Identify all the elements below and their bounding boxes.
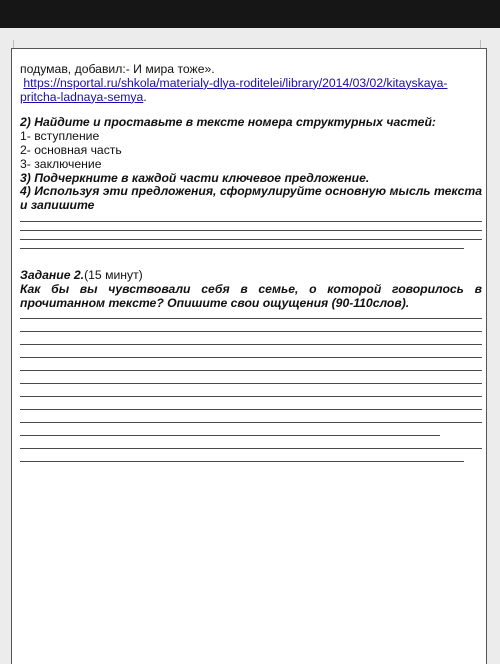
source-link-part1[interactable]: https://nsportal.ru/shkola/materialy-dlya-roditelei/library/2014/03/02/kitayskaya-	[23, 75, 448, 90]
answer-lines-2	[20, 310, 482, 462]
part-item-3: 3- заключение	[20, 156, 102, 171]
page-content	[20, 63, 482, 462]
task-2-question: Как бы вы чувствовали себя в семье, о которой говорилось в прочитанном тексте? Опишите свои ощущения (90-110слов).	[20, 281, 482, 310]
question-2: 2) Найдите и проставьте в тексте номера структурных частей:	[20, 115, 436, 130]
question-4: 4) Используя эти предложения, сформулируйте основную мысль текста и запишите	[20, 184, 482, 213]
answer-line	[20, 461, 464, 462]
source-link-line	[20, 91, 482, 105]
task-2-heading	[20, 269, 482, 283]
part-item-2: 2- основная часть	[20, 142, 122, 157]
source-link-part2[interactable]: pritcha-ladnaya-semya	[20, 89, 144, 104]
answer-lines-1	[20, 213, 482, 249]
source-link-period: .	[143, 89, 147, 104]
part-item-1: 1- вступление	[20, 129, 100, 144]
story-ending: подумав, добавил:- И мира тоже».	[20, 62, 215, 76]
source-link-line	[20, 77, 482, 91]
top-bar	[0, 0, 500, 28]
task-2-label: Задание 2.	[20, 267, 85, 282]
task-2-time: (15 минут)	[84, 267, 143, 282]
document-page	[11, 48, 487, 664]
question-3: 3) Подчеркните в каждой части ключевое предложение.	[20, 170, 370, 185]
